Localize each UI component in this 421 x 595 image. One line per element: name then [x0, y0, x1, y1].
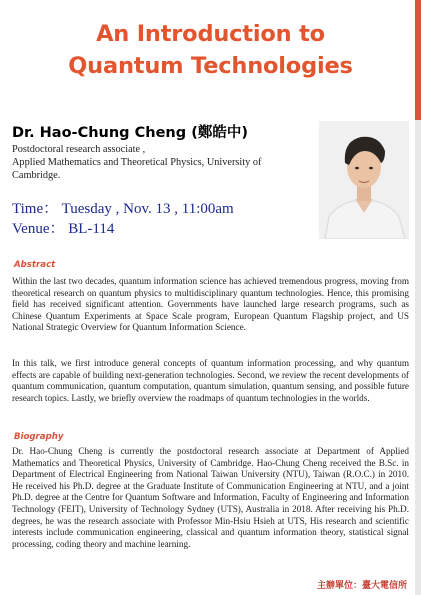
- event-time: Time： Tuesday , Nov. 13 , 11:00am: [12, 201, 234, 217]
- speaker-department: Applied Mathematics and Theoretical Physics, University of Cambridge.: [12, 157, 262, 181]
- abstract-paragraph-2: In this talk, we first introduce general concepts of quantum information processing, and why quantum effects are capable of building next-generation technologies. Second, we review the recent developments of quantum communication, quantum computation, quantum simulation, quantum sensing, and possible future research topics. Lastly, we briefly overview the roadmaps of quantum technologies in the worlds.: [12, 358, 409, 403]
- speaker-photo: [319, 121, 409, 239]
- biography-heading: Biography: [14, 432, 64, 442]
- title-line-1: An Introduction to: [96, 21, 325, 47]
- speaker-name-cn: (鄭皓中): [191, 125, 248, 141]
- event-venue: Venue： BL-114: [12, 221, 115, 237]
- biography-text: Dr. Hao-Chung Cheng is currently the postdoctoral research associate at Department of Applied Mathematics and Theoretical Physics, University of Cambridge. Hao-Chung Cheng received the B.Sc. in Department of Electrical Engineering from National Taiwan University (NTU), Taiwan (R.O.C.) in 2010. He received his Ph.D. degree at the Graduate Institute of Communication Engineering at NTU, and a joint Ph.D. degree at the Centre for Quantum Software and Information, Faculty of Engineering and Information Technology (FEIT), University of Technology Sydney (UTS), Australia in 2018. After receiving his Ph.D. degrees, he was the research associate with Professor Min-Hsiu Hsieh at UTS, His research and scientific interests include communication engineering, classical and quantum information theory, statistical signal processing, coding theory and machine learning.: [12, 446, 409, 549]
- speaker-name: [12, 121, 248, 142]
- speaker-name-en: Dr. Hao-Chung Cheng: [12, 125, 187, 141]
- speaker-position: Postdoctoral research associate ,: [12, 144, 146, 155]
- title-line-2: Quantum Technologies: [68, 53, 353, 79]
- abstract-heading: Abstract: [14, 260, 56, 270]
- organizer-footer: 主辦單位：臺大電信所: [316, 581, 407, 591]
- poster-title: [0, 18, 421, 82]
- decorative-side-bar: [415, 0, 421, 595]
- speaker-affiliation: [12, 143, 312, 182]
- speaker-portrait-icon: [319, 121, 409, 239]
- abstract-paragraph-1: Within the last two decades, quantum information science has achieved tremendous progress, moving from theoretical research on quantum physics to multidisciplinary quantum technologies. Hence, this promising field has received significant attention. Governments have launched large research programs, such as Chinese Quantum Experiments at Space Scale program, European Quantum Flagship project, and US National Strategic Overview for Quantum Information Science.: [12, 276, 409, 333]
